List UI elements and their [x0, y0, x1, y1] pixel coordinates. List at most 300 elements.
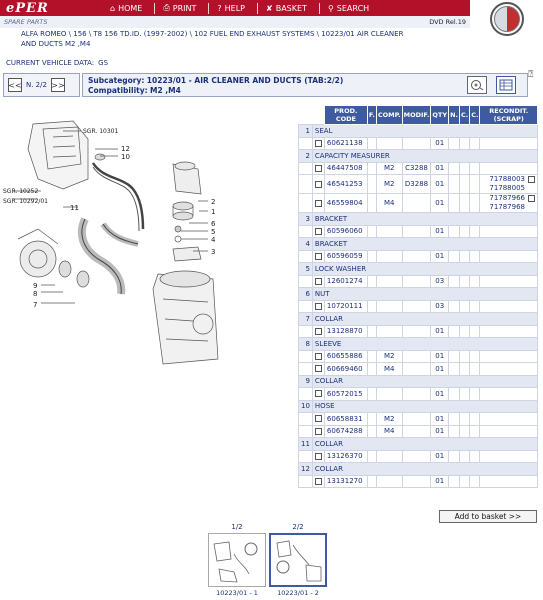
- row-checkbox[interactable]: [312, 300, 324, 313]
- c2-cell: [470, 275, 480, 288]
- table-row[interactable]: [299, 388, 538, 401]
- print-icon: ⎙: [163, 3, 170, 12]
- group-name: COLLAR: [312, 313, 537, 326]
- c1-cell: [459, 450, 469, 463]
- row-checkbox[interactable]: [312, 363, 324, 376]
- row-checkbox[interactable]: [312, 475, 324, 488]
- row-checkbox[interactable]: [312, 388, 324, 401]
- row-spacer: [299, 225, 313, 238]
- n-cell: [449, 475, 460, 488]
- qty-cell: 01: [431, 162, 449, 175]
- n-cell: [449, 425, 460, 438]
- n-cell: [449, 388, 460, 401]
- c1-cell: [459, 225, 469, 238]
- c2-cell: [470, 225, 480, 238]
- modif-cell: [402, 363, 431, 376]
- qty-cell: 01: [431, 475, 449, 488]
- n-cell: [449, 325, 460, 338]
- c1-cell: [459, 175, 469, 194]
- c1-cell: [459, 388, 469, 401]
- qty-cell: 01: [431, 363, 449, 376]
- table-group-row: [299, 125, 538, 138]
- diagram-label-sgr3: SGR. 10292/01: [3, 198, 48, 205]
- table-row[interactable]: [299, 413, 538, 426]
- subcategory-value: 10223/01 - AIR CLEANER AND DUCTS (TAB:2/2): [146, 76, 344, 85]
- row-spacer: [299, 137, 313, 150]
- row-spacer: [299, 325, 313, 338]
- diagram-label-sgr2: SGR. 10252: [3, 188, 39, 195]
- thumb-page-label: 2/2: [292, 523, 304, 531]
- row-spacer: [299, 450, 313, 463]
- qty-cell: 01: [431, 250, 449, 263]
- group-number: 4: [299, 238, 313, 251]
- f-cell: [367, 413, 376, 426]
- modif-cell: [402, 325, 431, 338]
- prod-code[interactable]: 46447508: [324, 162, 367, 175]
- prod-code[interactable]: 60596060: [324, 225, 367, 238]
- c1-cell: [459, 325, 469, 338]
- comp-cell: [376, 388, 402, 401]
- modif-cell: [402, 450, 431, 463]
- f-cell: [367, 250, 376, 263]
- c2-cell: [470, 137, 480, 150]
- comp-cell: [376, 250, 402, 263]
- row-spacer: [299, 194, 313, 213]
- modif-cell: [402, 194, 431, 213]
- comp-cell: [376, 300, 402, 313]
- diagram-label-sgr1: SGR. 10301: [83, 128, 119, 135]
- f-cell: [367, 194, 376, 213]
- modif-cell: [402, 475, 431, 488]
- row-spacer: [299, 175, 313, 194]
- prod-code[interactable]: 60572015: [324, 388, 367, 401]
- row-spacer: [299, 413, 313, 426]
- next-page-button[interactable]: >>: [51, 78, 65, 92]
- table-group-row: [299, 400, 538, 413]
- recondit-cell: [480, 175, 538, 194]
- qty-cell: 01: [431, 325, 449, 338]
- modif-cell: [402, 137, 431, 150]
- group-name: NUT: [312, 288, 537, 301]
- group-name: CAPACITY MEASURER: [312, 150, 537, 163]
- diagram-label-6: 6: [211, 220, 216, 228]
- page-indicator: N. 2/2: [26, 81, 47, 89]
- row-checkbox[interactable]: [312, 425, 324, 438]
- prod-code[interactable]: 13126370: [324, 450, 367, 463]
- qty-cell: 01: [431, 450, 449, 463]
- menu-separator: [257, 3, 258, 14]
- recondit-cell: [480, 350, 538, 363]
- compatibility-label: Compatibility:: [88, 86, 148, 95]
- group-name: COLLAR: [312, 463, 537, 476]
- dvd-release: DVD Rel.19: [429, 18, 466, 26]
- recondit-cell: [480, 225, 538, 238]
- table-row[interactable]: [299, 450, 538, 463]
- menu-home[interactable]: [110, 4, 142, 13]
- group-number: 5: [299, 263, 313, 276]
- zoom-tool-icon[interactable]: [467, 76, 487, 94]
- prod-code[interactable]: 46559804: [324, 194, 367, 213]
- qty-cell: 01: [431, 350, 449, 363]
- n-cell: [449, 162, 460, 175]
- breadcrumb[interactable]: ALFA ROMEO \ 156 \ T8 156 TD.ID. (1997-2002) \ 102 FUEL END EXHAUST SYSTEMS \ 10223/01 AIR CLEANER AND DUCTS M2 ,M4: [21, 30, 404, 48]
- col-c1: C.: [459, 106, 469, 125]
- n-cell: [449, 450, 460, 463]
- table-row[interactable]: [299, 225, 538, 238]
- recondit-checkbox[interactable]: [528, 195, 535, 202]
- table-row[interactable]: [299, 475, 538, 488]
- table-row[interactable]: [299, 194, 538, 213]
- comp-cell: M2: [376, 350, 402, 363]
- row-checkbox[interactable]: [312, 137, 324, 150]
- modif-cell: [402, 413, 431, 426]
- n-cell: [449, 300, 460, 313]
- table-row[interactable]: [299, 325, 538, 338]
- c2-cell: [470, 450, 480, 463]
- table-group-row: [299, 150, 538, 163]
- exploded-parts-diagram: [3, 119, 225, 371]
- diagram-label-1: 1: [211, 208, 216, 216]
- table-group-row: [299, 313, 538, 326]
- qty-cell: 01: [431, 225, 449, 238]
- qty-cell: 03: [431, 300, 449, 313]
- c2-cell: [470, 350, 480, 363]
- col-prod-code: PROD. CODE: [324, 106, 367, 125]
- n-cell: [449, 275, 460, 288]
- thumbnail-image[interactable]: [208, 533, 266, 587]
- row-checkbox[interactable]: [312, 450, 324, 463]
- n-cell: [449, 413, 460, 426]
- comp-cell: [376, 450, 402, 463]
- col-comp: COMP.: [376, 106, 402, 125]
- table-row[interactable]: [299, 250, 538, 263]
- menu-search[interactable]: [328, 4, 369, 13]
- menu-help[interactable]: [217, 4, 245, 13]
- qty-cell: 01: [431, 194, 449, 213]
- recondit-code: 71788003: [489, 175, 525, 183]
- table-row[interactable]: [299, 363, 538, 376]
- comp-cell: [376, 275, 402, 288]
- prod-code[interactable]: 60674288: [324, 425, 367, 438]
- n-cell: [449, 225, 460, 238]
- group-number: 8: [299, 338, 313, 351]
- part-checkbox[interactable]: [315, 365, 322, 372]
- modif-cell: C3288: [402, 162, 431, 175]
- f-cell: [367, 137, 376, 150]
- basket-icon: ✘: [266, 3, 273, 13]
- recondit-cell: [480, 194, 538, 213]
- group-name: BRACKET: [312, 213, 537, 226]
- n-cell: [449, 350, 460, 363]
- group-number: 11: [299, 438, 313, 451]
- vehicle-label: CURRENT VEHICLE DATA:: [6, 59, 95, 67]
- top-bar: [0, 0, 470, 16]
- table-group-row: [299, 375, 538, 388]
- c2-cell: [470, 250, 480, 263]
- f-cell: [367, 225, 376, 238]
- recondit-cell: [480, 475, 538, 488]
- prod-code[interactable]: 10720111: [324, 300, 367, 313]
- prod-code[interactable]: 13128870: [324, 325, 367, 338]
- n-cell: [449, 363, 460, 376]
- group-number: 10: [299, 400, 313, 413]
- c2-cell: [470, 425, 480, 438]
- thumbnail-image[interactable]: [269, 533, 327, 587]
- modif-cell: [402, 275, 431, 288]
- comp-cell: [376, 325, 402, 338]
- c2-cell: [470, 363, 480, 376]
- part-checkbox[interactable]: [315, 200, 322, 207]
- f-cell: [367, 275, 376, 288]
- c1-cell: [459, 275, 469, 288]
- thumbnail-page-2[interactable]: [269, 523, 327, 597]
- group-name: COLLAR: [312, 375, 537, 388]
- group-number: 6: [299, 288, 313, 301]
- recondit-code: 71787966: [489, 194, 525, 202]
- table-row[interactable]: [299, 350, 538, 363]
- table-row[interactable]: [299, 175, 538, 194]
- f-cell: [367, 300, 376, 313]
- row-spacer: [299, 250, 313, 263]
- row-checkbox[interactable]: [312, 350, 324, 363]
- modif-cell: [402, 250, 431, 263]
- thumb-caption: 10223/01 - 1: [216, 589, 258, 597]
- diagram-label-7: 7: [33, 301, 38, 309]
- table-group-row: [299, 288, 538, 301]
- prod-code[interactable]: 60655886: [324, 350, 367, 363]
- menu-label: BASKET: [275, 3, 307, 13]
- part-checkbox[interactable]: [315, 390, 322, 397]
- menu-label: PRINT: [172, 3, 197, 13]
- c2-cell: [470, 300, 480, 313]
- diagram-label-9: 9: [33, 282, 38, 290]
- qty-cell: 01: [431, 425, 449, 438]
- current-vehicle-data: [6, 59, 108, 67]
- recondit-cell: [480, 137, 538, 150]
- home-icon: ⌂: [110, 3, 116, 13]
- row-spacer: [299, 388, 313, 401]
- f-cell: [367, 162, 376, 175]
- part-checkbox[interactable]: [315, 228, 322, 235]
- diagram-label-5: 5: [211, 228, 216, 236]
- c2-cell: [470, 325, 480, 338]
- menu-separator: [208, 3, 209, 14]
- c2-cell: [470, 162, 480, 175]
- row-checkbox[interactable]: [312, 162, 324, 175]
- eper-logo[interactable]: ePER: [6, 0, 49, 16]
- group-name: LOCK WASHER: [312, 263, 537, 276]
- table-group-row: [299, 263, 538, 276]
- f-cell: [367, 388, 376, 401]
- part-checkbox[interactable]: [315, 353, 322, 360]
- part-checkbox[interactable]: [315, 453, 322, 460]
- menu-print[interactable]: [163, 3, 196, 13]
- diagram-label-12: 12: [121, 145, 130, 153]
- part-checkbox[interactable]: [315, 328, 322, 335]
- part-checkbox[interactable]: [315, 428, 322, 435]
- prod-code[interactable]: 60669460: [324, 363, 367, 376]
- modif-cell: D3288: [402, 175, 431, 194]
- c2-cell: [470, 194, 480, 213]
- recondit-cell: [480, 363, 538, 376]
- help-icon: ?: [217, 3, 222, 13]
- recondit-cell: [480, 425, 538, 438]
- diagram-label-10: 10: [121, 153, 130, 161]
- f-cell: [367, 325, 376, 338]
- add-to-basket-button[interactable]: Add to basket >>: [439, 510, 537, 523]
- help-question-icon[interactable]: ⍰: [528, 70, 534, 80]
- menu-separator: [319, 3, 320, 14]
- c1-cell: [459, 350, 469, 363]
- group-number: 12: [299, 463, 313, 476]
- row-spacer: [299, 425, 313, 438]
- vehicle-value: GS: [98, 59, 109, 67]
- c1-cell: [459, 250, 469, 263]
- table-view-icon[interactable]: [496, 76, 516, 94]
- row-spacer: [299, 363, 313, 376]
- main-menu: [110, 3, 381, 14]
- subcategory-label: Subcategory:: [88, 76, 145, 85]
- qty-cell: 01: [431, 175, 449, 194]
- row-spacer: [299, 350, 313, 363]
- prod-code[interactable]: 12601274: [324, 275, 367, 288]
- table-group-row: [299, 463, 538, 476]
- comp-cell: M2: [376, 175, 402, 194]
- thumb-page-label: 1/2: [231, 523, 243, 531]
- thumbnail-page-1[interactable]: [208, 523, 266, 597]
- f-cell: [367, 350, 376, 363]
- parts-table: [298, 105, 538, 488]
- group-number: 1: [299, 125, 313, 138]
- group-number: 2: [299, 150, 313, 163]
- recondit-cell: [480, 275, 538, 288]
- f-cell: [367, 363, 376, 376]
- table-row[interactable]: [299, 162, 538, 175]
- diagram-label-11: 11: [70, 204, 79, 212]
- col-n: N.: [449, 106, 460, 125]
- comp-cell: [376, 475, 402, 488]
- menu-label: HOME: [118, 3, 143, 13]
- part-checkbox[interactable]: [315, 303, 322, 310]
- part-checkbox[interactable]: [315, 415, 322, 422]
- recondit-cell: [480, 450, 538, 463]
- c1-cell: [459, 363, 469, 376]
- modif-cell: [402, 300, 431, 313]
- recondit-cell: [480, 300, 538, 313]
- group-number: 9: [299, 375, 313, 388]
- f-cell: [367, 450, 376, 463]
- row-spacer: [299, 475, 313, 488]
- comp-cell: M2: [376, 162, 402, 175]
- part-checkbox[interactable]: [315, 278, 322, 285]
- c1-cell: [459, 162, 469, 175]
- comp-cell: M4: [376, 363, 402, 376]
- menu-separator: [154, 3, 155, 14]
- prev-page-button[interactable]: <<: [8, 78, 22, 92]
- row-checkbox[interactable]: [312, 325, 324, 338]
- group-name: COLLAR: [312, 438, 537, 451]
- group-number: 7: [299, 313, 313, 326]
- c1-cell: [459, 300, 469, 313]
- part-checkbox[interactable]: [315, 253, 322, 260]
- f-cell: [367, 475, 376, 488]
- n-cell: [449, 194, 460, 213]
- table-group-row: [299, 213, 538, 226]
- table-row[interactable]: [299, 300, 538, 313]
- row-checkbox[interactable]: [312, 413, 324, 426]
- qty-cell: 01: [431, 137, 449, 150]
- menu-basket[interactable]: [266, 4, 307, 13]
- f-cell: [367, 175, 376, 194]
- diagram-label-3: 3: [211, 248, 216, 256]
- n-cell: [449, 250, 460, 263]
- row-checkbox[interactable]: [312, 225, 324, 238]
- row-checkbox[interactable]: [312, 194, 324, 213]
- modif-cell: [402, 350, 431, 363]
- row-checkbox[interactable]: [312, 250, 324, 263]
- table-row[interactable]: [299, 425, 538, 438]
- c2-cell: [470, 388, 480, 401]
- comp-cell: [376, 137, 402, 150]
- diagram-label-4: 4: [211, 236, 216, 244]
- c2-cell: [470, 175, 480, 194]
- sub-bar: [0, 16, 470, 28]
- group-number: 3: [299, 213, 313, 226]
- group-name: BRACKET: [312, 238, 537, 251]
- row-checkbox[interactable]: [312, 175, 324, 194]
- group-name: SEAL: [312, 125, 537, 138]
- prod-code[interactable]: 46541253: [324, 175, 367, 194]
- part-checkbox[interactable]: [315, 181, 322, 188]
- qty-cell: 01: [431, 388, 449, 401]
- prod-code[interactable]: 60658831: [324, 413, 367, 426]
- recondit-cell: [480, 162, 538, 175]
- recondit-checkbox[interactable]: [528, 176, 535, 183]
- col-f: F.: [367, 106, 376, 125]
- qty-cell: 03: [431, 275, 449, 288]
- c1-cell: [459, 194, 469, 213]
- c1-cell: [459, 425, 469, 438]
- part-checkbox[interactable]: [315, 478, 322, 485]
- part-checkbox[interactable]: [315, 165, 322, 172]
- page-navigation: [3, 73, 80, 97]
- table-row[interactable]: [299, 275, 538, 288]
- part-checkbox[interactable]: [315, 140, 322, 147]
- c1-cell: [459, 413, 469, 426]
- n-cell: [449, 137, 460, 150]
- row-spacer: [299, 300, 313, 313]
- comp-cell: M4: [376, 194, 402, 213]
- prod-code[interactable]: 13131270: [324, 475, 367, 488]
- recondit-cell: [480, 413, 538, 426]
- recondit-code: 71788005: [489, 184, 525, 192]
- col-modif: MODIF.: [402, 106, 431, 125]
- group-name: SLEEVE: [312, 338, 537, 351]
- row-checkbox[interactable]: [312, 275, 324, 288]
- c1-cell: [459, 137, 469, 150]
- modif-cell: [402, 425, 431, 438]
- c2-cell: [470, 475, 480, 488]
- table-group-row: [299, 238, 538, 251]
- search-icon: ⚲: [327, 3, 334, 13]
- group-name: HOSE: [312, 400, 537, 413]
- prod-code[interactable]: 60621138: [324, 137, 367, 150]
- table-group-row: [299, 338, 538, 351]
- table-group-row: [299, 438, 538, 451]
- table-row[interactable]: [299, 137, 538, 150]
- row-spacer: [299, 275, 313, 288]
- prod-code[interactable]: 60596059: [324, 250, 367, 263]
